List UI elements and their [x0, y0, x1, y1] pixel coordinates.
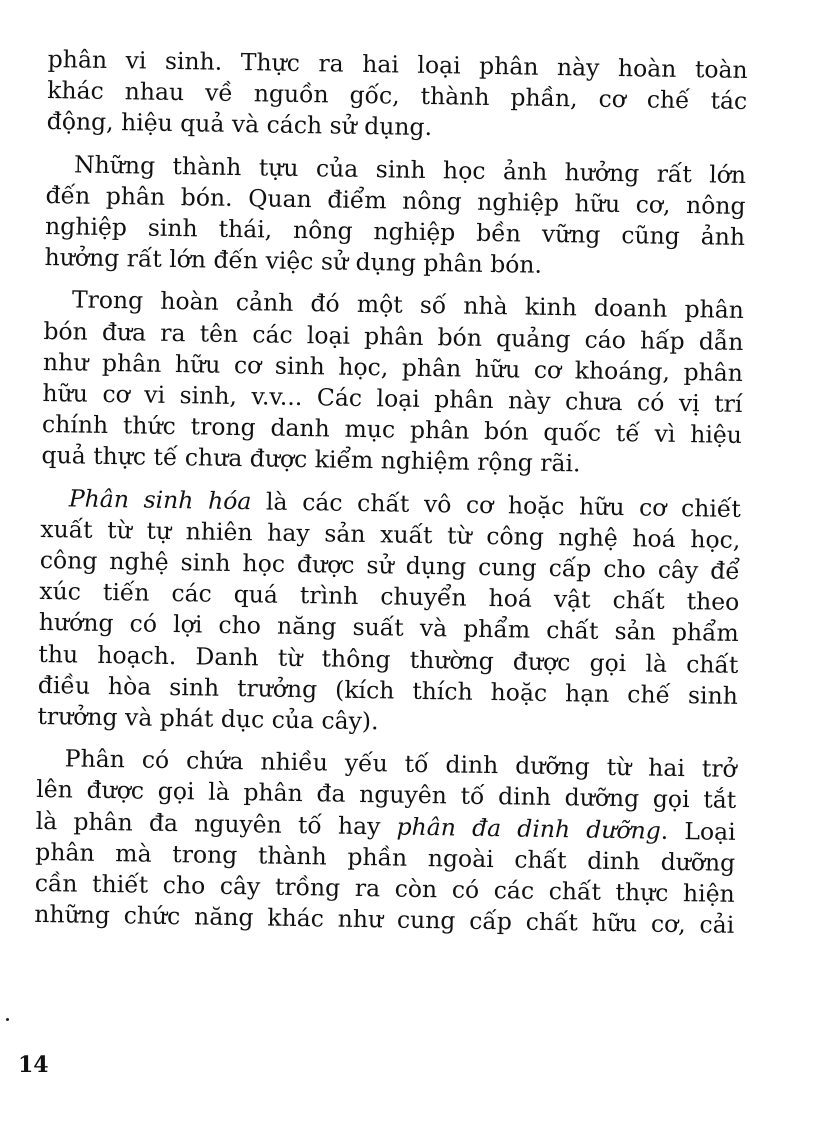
text-line: hữu cơ vi sinh, v.v... Các loại phân này chưa có vị trí [42, 378, 743, 418]
text-line: Những thành tựu của sinh học ảnh hưởng rất lớn [73, 150, 747, 189]
text-line: phân vi sinh. Thực ra hai loại phân này hoàn toàn [47, 44, 748, 84]
text-line: trưởng và phát dục của cây). [37, 701, 379, 736]
text-line: thu hoạch. Danh từ thông thường được gọi là chất [38, 639, 739, 679]
text-line: hướng có lợi cho năng suất và phẩm chất sản phẩm [38, 608, 740, 648]
text-line: hưởng rất lớn đến việc sử dụng phân bón. [44, 243, 543, 280]
text-line: điều hòa sinh trưởng (kích thích hoặc hạn chế sinh [37, 670, 739, 710]
text-line: nghiệp sinh thái, nông nghiệp bền vững cũng ảnh [44, 211, 746, 251]
text-line: động, hiệu quả và cách sử dụng. [46, 107, 433, 142]
paragraph-5 [34, 743, 737, 941]
paragraph-4 [37, 483, 741, 744]
text-line: quả thực tế chưa được kiểm nghiệm rộng rãi. [41, 441, 581, 478]
paragraph-2 [44, 149, 746, 285]
text-line: công nghệ sinh học được sử dụng cung cấp cho cây để [39, 545, 741, 585]
text-line: Trong hoàn cảnh đó một số nhà kinh doanh phân [71, 285, 745, 325]
scan-speck [6, 1018, 9, 1021]
text-line: xuất từ tự nhiên hay sản xuất từ công nghệ hoá học, [40, 514, 741, 554]
defined-term: phân đa dinh dưỡng [396, 812, 662, 845]
text-line: xúc tiến các quá trình chuyển hoá vật chất theo [39, 577, 740, 617]
text-line: cần thiết cho cây trồng ra còn có các chất thực hiện [34, 868, 735, 908]
page-number: 14 [18, 1052, 49, 1078]
text-line: đến phân bón. Quan điểm nông nghiệp hữu cơ, nông [45, 180, 746, 220]
paragraph-1 [47, 44, 748, 149]
text-line: lên được gọi là phân đa nguyên tố dinh dưỡng gọi tắt [36, 775, 737, 815]
text-line: những chức năng khác như cung cấp chất hữu cơ, cải [34, 900, 735, 940]
paragraph-3 [41, 284, 744, 482]
text-line: như phân hữu cơ sinh học, phân hữu cơ khoáng, phân [42, 347, 744, 387]
text-line: chính thức trong danh mục phân bón quốc tế vì hiệu [41, 410, 743, 450]
text-fragment: là phân đa nguyên tố hay [35, 806, 397, 841]
text-fragment: . Loại [660, 816, 736, 846]
text-line: phân mà trong thành phần ngoài chất dinh dưỡng [35, 837, 736, 877]
defined-term: Phân sinh hóa [68, 484, 252, 515]
text-line: bón đưa ra tên các loại phân bón quảng cáo hấp dẫn [43, 316, 744, 356]
text-fragment: là các chất vô cơ hoặc hữu cơ chiết [251, 486, 742, 523]
text-line: Phân có chứa nhiều yếu tố dinh dưỡng từ hai trở [64, 744, 737, 784]
text-line: khác nhau về nguồn gốc, thành phần, cơ chế tác [47, 76, 748, 116]
body-text [34, 44, 748, 952]
